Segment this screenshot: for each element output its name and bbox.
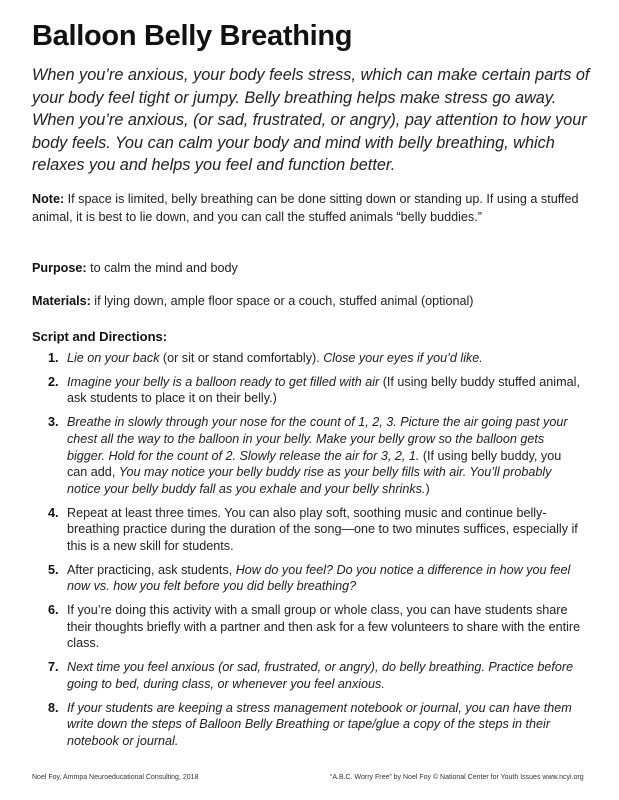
list-item <box>48 414 584 497</box>
materials-label: Materials: <box>32 294 91 308</box>
materials-text: if lying down, ample floor space or a couch, stuffed animal (optional) <box>90 294 474 308</box>
step-number: 3. <box>48 415 59 430</box>
step-number: 5. <box>48 562 59 577</box>
footer-copyright: “A.B.C. Worry Free” by Noel Foy © National Center for Youth Issues www.ncyi.org <box>330 774 584 781</box>
step-text: You may notice your belly buddy rise as your belly fills with air. You’ll probably notice your belly buddy fall as you exhale and your belly shrinks. <box>67 465 552 496</box>
step-text: Breathe in slowly through your nose for the count of 1, 2, 3. Picture the air going past your chest all the way to the balloon in your belly. Make your belly grow so the balloon gets bigger. Hold for the count of 2. Slowly release the air for 3, 2, 1. <box>67 415 568 463</box>
note-label: Note: <box>32 192 65 206</box>
footer-credit: Noel Foy, Ammpa Neuroeducational Consulting, 2018 <box>32 774 199 781</box>
step-number: 7. <box>48 660 59 675</box>
step-text: Imagine your belly is a balloon ready to get filled with air <box>67 374 380 389</box>
step-text: If your students are keeping a stress management notebook or journal, you can have them write down the steps of Balloon Belly Breathing or tape/glue a copy of the steps in their notebook or journal. <box>67 700 572 748</box>
materials-paragraph <box>32 292 592 310</box>
step-number: 6. <box>48 603 59 618</box>
list-item <box>48 505 584 555</box>
step-number: 2. <box>48 374 59 389</box>
step-text: (or sit or stand comfortably). <box>159 351 324 365</box>
list-item <box>48 562 584 595</box>
step-text: Lie on your back <box>67 351 160 365</box>
step-text: Close your eyes if you’d like. <box>323 351 483 365</box>
step-text: After practicing, ask students, <box>67 562 236 577</box>
step-text: Next time you feel anxious (or sad, frustrated, or angry), do belly breathing. Practice before going to bed, during class, or whenever you feel anxious. <box>67 660 574 691</box>
step-text: ) <box>425 481 430 496</box>
purpose-paragraph <box>32 259 592 277</box>
step-text: (If using belly buddy stuffed animal, ask students to place it on their belly.) <box>67 374 580 406</box>
list-item <box>48 700 584 750</box>
step-number: 1. <box>48 351 59 365</box>
note-text: If space is limited, belly breathing can be done sitting down or standing up. If using a stuffed animal, it is best to lie down, and you can call the stuffed animals “belly buddies.” <box>32 192 579 225</box>
purpose-text: to calm the mind and body <box>86 261 238 275</box>
page-title: Balloon Belly Breathing <box>32 20 353 52</box>
step-text: If you’re doing this activity with a small group or whole class, you can have students share their thoughts briefly with a partner and then ask for a few volunteers to share with the entire class. <box>67 603 581 651</box>
step-text: How do you feel? Do you notice a difference in how you feel now vs. how you felt before you did belly breathing? <box>67 562 571 594</box>
step-number: 8. <box>48 700 59 715</box>
step-text: Repeat at least three times. You can also play soft, soothing music and continue belly-breathing practice during the duration of the song—one to two minutes suffices, especially if this is a new skill for students. <box>67 505 578 553</box>
script-heading: Script and Directions: <box>32 329 168 344</box>
step-text: (If using belly buddy, you can add, <box>67 448 562 480</box>
list-item <box>48 659 584 692</box>
steps-list <box>48 350 584 757</box>
list-item <box>48 350 584 367</box>
intro-paragraph: When you’re anxious, your body feels stress, which can make certain parts of your body feel tight or jumpy. Belly breathing helps make stress go away. When you’re anxious, (or sad, frustrated, or angry), pay attention to how your body feels. You can calm your body and mind with belly breathing, which relaxes you and helps you feel and function better. <box>32 66 590 175</box>
note-paragraph <box>32 190 592 227</box>
list-item <box>48 602 584 652</box>
step-number: 4. <box>48 505 59 520</box>
list-item <box>48 374 584 407</box>
purpose-label: Purpose: <box>32 261 87 275</box>
